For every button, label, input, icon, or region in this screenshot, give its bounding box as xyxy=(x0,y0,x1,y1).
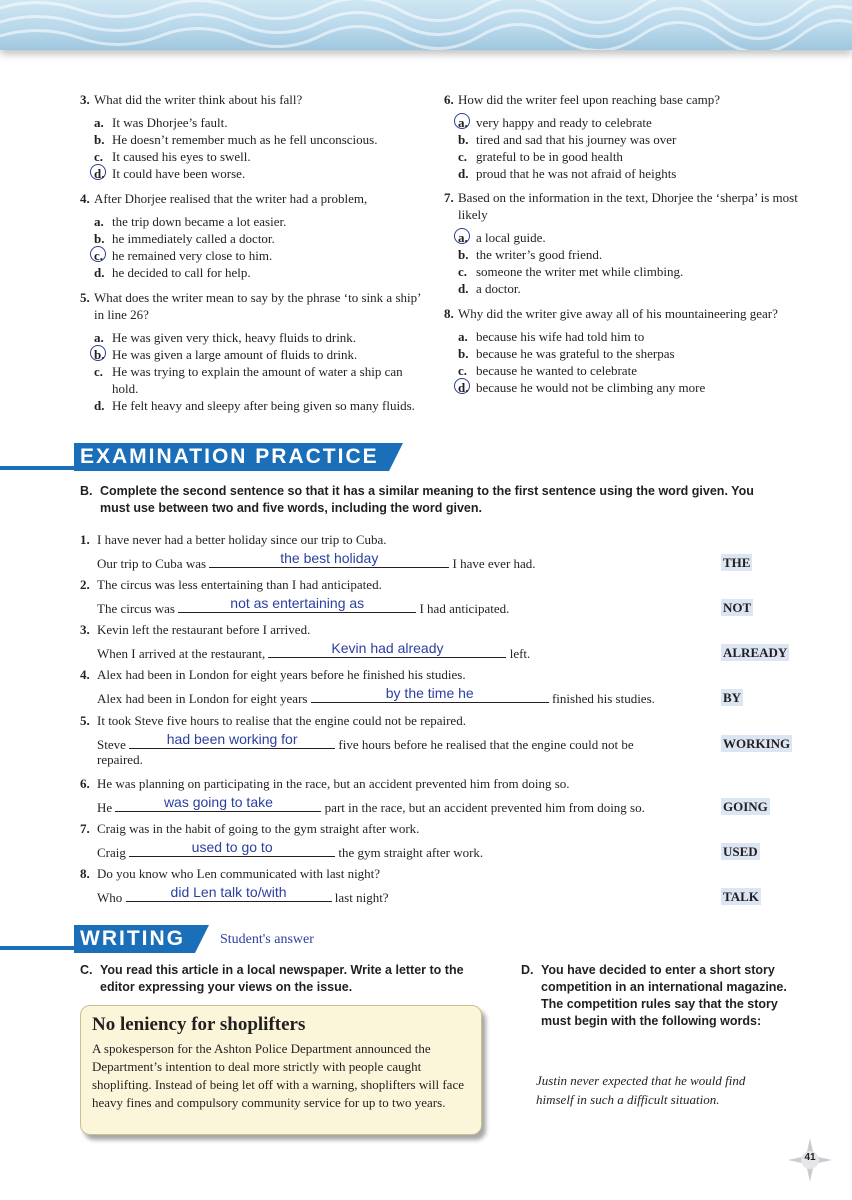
key-word: USED xyxy=(723,844,758,859)
option-selected[interactable]: b. He was given a large amount of fluids to drink. xyxy=(80,346,425,363)
option-selected[interactable]: c. he remained very close to him. xyxy=(80,247,430,264)
question-6: 6. How did the writer feel upon reaching base camp? a. very happy and ready to celebrate b. tired and sad that his journey was over c. grateful to be in good health d. proud that he was not afraid of heights xyxy=(444,91,804,182)
answer-field[interactable]: the best holiday xyxy=(209,554,449,568)
answer-field[interactable]: was going to take xyxy=(115,798,321,812)
article-body: A spokesperson for the Ashton Police Department announced the Department’s intention to deal more strictly with people caught shoplifting. Instead of being let off with a warning, shoplifters will face heavy fines and compulsory community service for up to two years. xyxy=(92,1041,464,1110)
answer-field[interactable]: Kevin had already xyxy=(268,644,506,658)
key-word: THE xyxy=(723,555,751,570)
option[interactable]: a. He was given very thick, heavy fluids to drink. xyxy=(94,330,357,345)
option[interactable]: a. because his wife had told him to xyxy=(458,329,645,344)
option[interactable]: b. He doesn’t remember much as he fell unconscious. xyxy=(94,132,378,147)
transform-item-1: 1. I have never had a better holiday since our trip to Cuba. Our trip to Cuba was the best holiday I have ever had. THE xyxy=(80,532,751,571)
writing-instruction-c: C. You read this article in a local newspaper. Write a letter to the editor expressing your views on the issue. xyxy=(80,963,464,994)
option[interactable]: c. grateful to be in good health xyxy=(458,149,623,164)
transform-item-2: 2. The circus was less entertaining than I had anticipated. The circus was not as entertaining as I had anticipated. NOT xyxy=(80,577,752,616)
article-box xyxy=(80,1005,482,1135)
answer-field[interactable]: had been working for xyxy=(129,735,335,749)
option[interactable]: b. he immediately called a doctor. xyxy=(94,231,275,246)
option[interactable]: c. someone the writer met while climbing. xyxy=(458,264,684,279)
answer-field[interactable]: by the time he xyxy=(311,689,549,703)
page-number: 41 xyxy=(804,1152,816,1163)
section-title-writing: WRITING xyxy=(74,925,195,953)
page-number-badge xyxy=(788,1138,832,1182)
student-answer-note: Student's answer xyxy=(220,932,314,947)
transform-item-4: 4. Alex had been in London for eight years before he finished his studies. Alex had been in London for eight years by the time he finished his studies. BY xyxy=(80,667,742,706)
question-4: 4. After Dhorjee realised that the writer had a problem, a. the trip down became a lot easier. b. he immediately called a doctor. c. he remained very close to him. d. he decided to call for help. xyxy=(80,190,430,281)
key-word: TALK xyxy=(723,889,759,904)
section-title-exam: EXAMINATION PRACTICE xyxy=(74,443,389,471)
answer-field[interactable]: not as entertaining as xyxy=(178,599,416,613)
transform-item-5: 5. It took Steve five hours to realise that the engine could not be repaired. Steve had been working for five hours before he realised that the engine could not be repaired. WORKING xyxy=(80,713,791,767)
option[interactable]: d. he decided to call for help. xyxy=(94,265,251,280)
question-8: 8. Why did the writer give away all of his mountaineering gear? a. because his wife had told him to b. because he was grateful to the sherpas c. because he wanted to celebrate d. because he would not be climbing any more xyxy=(444,305,804,396)
key-word: NOT xyxy=(723,600,752,615)
option-selected[interactable]: a. a local guide. xyxy=(444,229,804,246)
question-5: 5. What does the writer mean to say by the phrase ‘to sink a ship’ in line 26? a. He was given very thick, heavy fluids to drink. b. He was given a large amount of fluids to drink. c. He was trying to explain the amount of water a ship can hold. d. He felt heavy and sleepy after being given so many fluids. xyxy=(80,289,425,414)
transform-item-8: 8. Do you know who Len communicated with last night? Who did Len talk to/with last night? TALK xyxy=(80,866,759,905)
exam-instruction: B. Complete the second sentence so that it has a similar meaning to the first sentence using the word given. You must use between two and five words, including the word given. xyxy=(80,484,754,515)
option-selected[interactable]: d. It could have been worse. xyxy=(80,165,430,182)
key-word: WORKING xyxy=(723,736,791,751)
option[interactable]: a. It was Dhorjee’s fault. xyxy=(94,115,228,130)
option[interactable]: c. because he wanted to celebrate xyxy=(458,363,637,378)
option-selected[interactable]: d. because he would not be climbing any more xyxy=(444,379,804,396)
option[interactable]: c. It caused his eyes to swell. xyxy=(94,149,251,164)
option[interactable]: d. a doctor. xyxy=(458,281,521,296)
key-word: ALREADY xyxy=(723,645,788,660)
option[interactable]: b. tired and sad that his journey was over xyxy=(458,132,677,147)
writing-instruction-d: D. You have decided to enter a short story competition in an international magazine. The competition rules say that the story must begin with the following words: xyxy=(521,963,787,1028)
question-7: 7. Based on the information in the text, Dhorjee the ‘sherpa’ is most likely a. a local guide. b. the writer’s good friend. c. someone the writer met while climbing. d. a doctor. xyxy=(444,189,804,297)
key-word: BY xyxy=(723,690,742,705)
option[interactable]: b. because he was grateful to the sherpas xyxy=(458,346,675,361)
story-opening: Justin never expected that he would find himself in such a difficult situation. xyxy=(536,1073,746,1107)
question-3: 3. What did the writer think about his fall? a. It was Dhorjee’s fault. b. He doesn’t remember much as he fell unconscious. c. It caused his eyes to swell. d. It could have been worse. xyxy=(80,91,430,182)
article-title: No leniency for shoplifters xyxy=(92,1014,306,1035)
option[interactable]: d. proud that he was not afraid of heights xyxy=(458,166,677,181)
transform-item-6: 6. He was planning on participating in the race, but an accident prevented him from doing so. He was going to take part in the race, but an accident prevented him from doing so. GOING xyxy=(80,776,768,815)
option[interactable]: b. the writer’s good friend. xyxy=(458,247,603,262)
option[interactable]: c. He was trying to explain the amount of water a ship can hold. xyxy=(94,364,403,396)
option[interactable]: d. He felt heavy and sleepy after being given so many fluids. xyxy=(94,398,415,413)
answer-field[interactable]: did Len talk to/with xyxy=(126,888,332,902)
transform-item-3: 3. Kevin left the restaurant before I arrived. When I arrived at the restaurant, Kevin had already left. ALREADY xyxy=(80,622,788,661)
top-decorative-band xyxy=(0,0,852,50)
option[interactable]: a. the trip down became a lot easier. xyxy=(94,214,287,229)
transform-item-7: 7. Craig was in the habit of going to the gym straight after work. Craig used to go to the gym straight after work. USED xyxy=(80,821,758,860)
key-word: GOING xyxy=(723,799,768,814)
answer-field[interactable]: used to go to xyxy=(129,843,335,857)
option-selected[interactable]: a. very happy and ready to celebrate xyxy=(444,114,804,131)
wave-pattern-icon xyxy=(0,0,852,50)
